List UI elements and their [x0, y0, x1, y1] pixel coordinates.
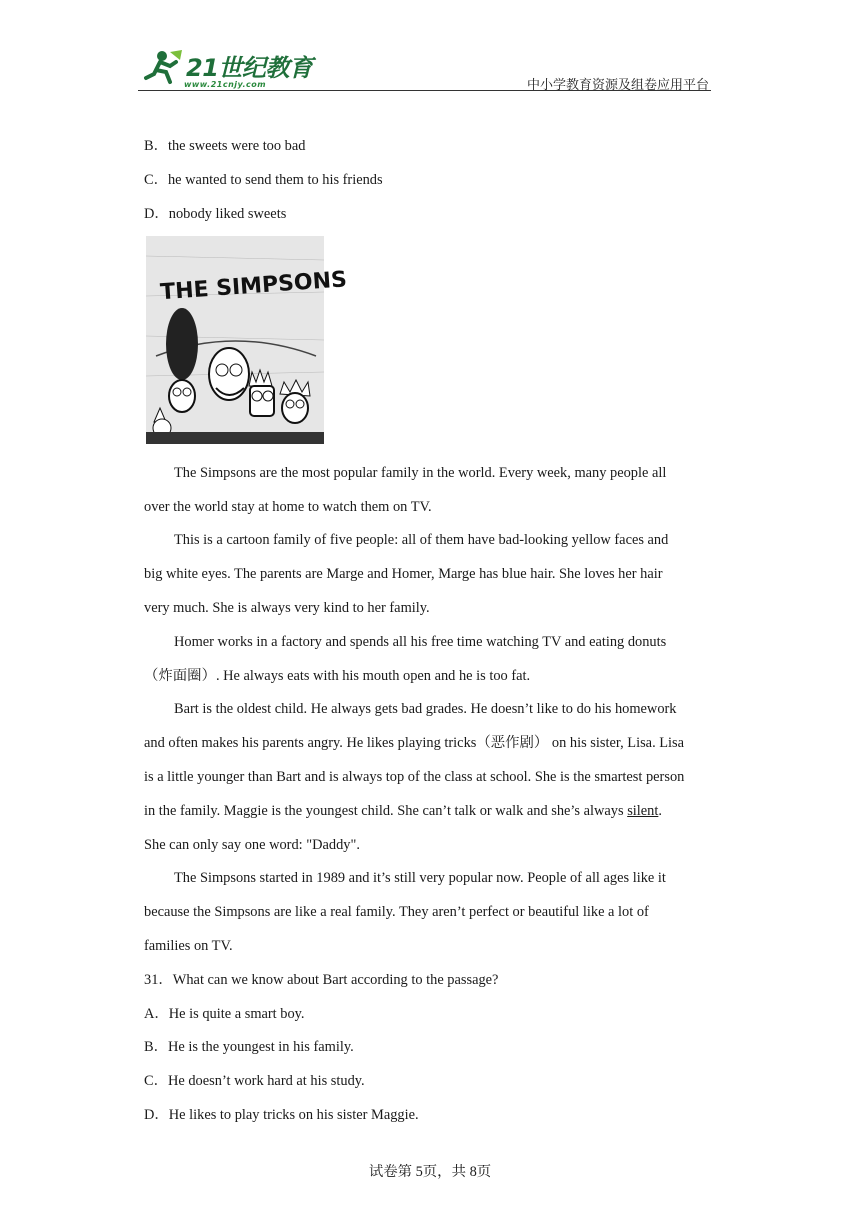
passage-line: （炸面圈）. He always eats with his mouth open and he is too fat. [144, 668, 531, 684]
runner-logo-icon [140, 48, 184, 88]
simpsons-image [146, 236, 348, 444]
answer-option-a: A．He is quite a smart boy. [144, 1006, 305, 1022]
passage-line: Bart is the oldest child. He always gets bad grades. He doesn’t like to do his homework [174, 701, 677, 717]
question-stem: 31．What can we know about Bart according to the passage? [144, 972, 499, 988]
passage-line: Homer works in a factory and spends all his free time watching TV and eating donuts [174, 634, 667, 650]
page-number: 试卷第 5页，共 8页 [368, 1164, 492, 1180]
header-divider [138, 90, 711, 91]
passage-line: This is a cartoon family of five people: all of them have bad-looking yellow faces and [174, 532, 669, 548]
option-b: B．the sweets were too bad [144, 138, 306, 154]
answer-option-c: C．He doesn’t work hard at his study. [144, 1073, 365, 1089]
passage-line: and often makes his parents angry. He likes playing tricks（恶作剧） on his sister, Lisa. Lisa [144, 735, 685, 751]
passage-text: in the family. Maggie is the youngest child. She can’t talk or walk and she’s always [144, 803, 628, 819]
passage-line: She can only say one word: "Daddy". [144, 837, 360, 853]
logo [138, 46, 313, 90]
passage-line: The Simpsons started in 1989 and it’s still very popular now. People of all ages like it [174, 870, 666, 886]
passage-text: . [658, 803, 662, 819]
answer-option-d: D．He likes to play tricks on his sister Maggie. [144, 1107, 419, 1123]
passage-line: The Simpsons are the most popular family in the world. Every week, many people all [174, 465, 667, 481]
passage-line: over the world stay at home to watch them on TV. [144, 499, 432, 515]
simpsons-logo-title: THE SIMPSONS [159, 267, 348, 306]
underlined-word-silent: silent [627, 803, 659, 819]
page-header [138, 42, 711, 92]
logo-url: www.21cnjy.com [184, 80, 267, 89]
passage-line: families on TV. [144, 938, 233, 954]
platform-name: 中小学教育资源及组卷应用平台 [526, 77, 709, 92]
passage-line: big white eyes. The parents are Marge and Homer, Marge has blue hair. She loves her hair [144, 566, 663, 582]
logo-text: 21世纪教育 [186, 54, 313, 82]
option-d: D．nobody liked sweets [144, 206, 287, 222]
passage-line: very much. She is always very kind to her family. [144, 600, 430, 616]
passage-line [144, 801, 662, 821]
answer-option-b: B．He is the youngest in his family. [144, 1039, 354, 1055]
passage-line: because the Simpsons are like a real family. They aren’t perfect or beautiful like a lot of [144, 904, 649, 920]
passage-line: is a little younger than Bart and is always top of the class at school. She is the smartest person [144, 769, 685, 785]
option-c: C．he wanted to send them to his friends [144, 172, 383, 188]
